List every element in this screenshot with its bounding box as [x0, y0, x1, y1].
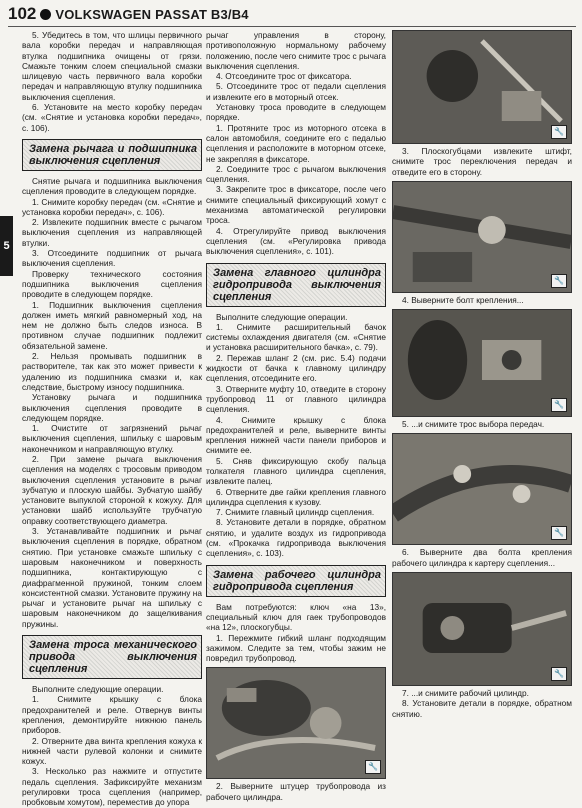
photo-step-4 — [392, 181, 572, 293]
paragraph: 6. Отверните две гайки крепления главного цилиндра сцепления к кузову. — [206, 486, 386, 507]
section-heading-lever-bearing — [22, 139, 202, 171]
photo-step-7 — [392, 572, 572, 686]
section-heading-cable-drive — [22, 635, 202, 679]
paragraph: 3. Закрепите трос в фиксаторе, после чего снимите специальный фиксирующий хомут с механизма автоматической регулировки троса. — [206, 184, 386, 226]
section-heading-slave-cylinder — [206, 565, 386, 597]
paragraph: Выполните следующие операции. — [216, 311, 348, 322]
book-title: VOLKSWAGEN PASSAT B3/B4 — [55, 6, 249, 22]
photo-caption: 3. Плоскогубцами извлеките штифт, снимите трос переключения передач и отведите его в сторону. — [392, 146, 572, 177]
page-header — [8, 4, 249, 24]
paragraph: 1. Подшипник выключения сцепления должен иметь мягкий равномерный ход, на нем не должно быть следов износа. В противном случае подшипник подлежит обязательной замене. — [22, 299, 202, 351]
wrench-icon: 🔧 — [551, 274, 567, 288]
column-1 — [22, 30, 202, 808]
paragraph: 2. Соедините трос с рычагом выключения сцепления. — [206, 163, 386, 185]
paragraph: 1. Протяните трос из моторного отсека в салон автомобиля, соедините его с педалью сцепления и расположите в моторном отсеке, не закрепляя в фиксаторе. — [206, 122, 386, 164]
paragraph: Вам потребуются: ключ «на 13», специальный ключ для гаек трубопроводов «на 12», плоскогубцы. — [206, 601, 386, 633]
paragraph: 3. Устанавливайте подшипник и рычаг выключения сцепления в порядке, обратном снятию. При установке смажьте шпильку с шаровым наконечником и поверхность подшипника, контактирующую с диафрагменной пружиной, тонким слоем консистентной смазки. Установите пружину на рычаг и установите рычаг на шпильку с шаровым наконечником до защелкивания пружины. — [22, 526, 202, 629]
paragraph: 1. Снимите крышку с блока предохранителей и реле. Отвернув винты крепления, демонтируйте нижнюю панель приборов. — [22, 694, 202, 736]
page-number: 102 — [8, 4, 37, 23]
photo-pipe-fitting — [206, 667, 386, 779]
section-title: Замена главного цилиндра гидропривода выключения сцепления — [213, 266, 381, 303]
wrench-icon: 🔧 — [551, 125, 567, 139]
paragraph: 3. Отсоедините подшипник от рычага выключения сцепления. — [22, 248, 202, 269]
wrench-icon: 🔧 — [551, 526, 567, 540]
paragraph: 2. Извлеките подшипник вместе с рычагом выключения сцепления из направляющей втулки. — [22, 217, 202, 248]
paragraph: 8. Установите детали в порядке, обратном снятию, и удалите воздух из гидропривода (см. «Прокачка гидропривода выключения сцепления», с. 103). — [206, 517, 386, 559]
section-title: Замена рабочего цилиндра гидропривода сцепления — [213, 568, 381, 593]
paragraph: 1. Пережмите гибкий шланг подходящим зажимом. Следите за тем, чтобы зажим не повредил трубопровод. — [206, 632, 386, 664]
paragraph: 6. Установите на место коробку передач (см. «Снятие и установка коробки передач», с. 106). — [22, 102, 202, 133]
photo-caption: 6. Выверните два болта крепления рабочего цилиндра к картеру сцепления... — [392, 547, 572, 568]
paragraph: 2. Пережав шланг 2 (см. рис. 5.4) подачи жидкости от бачка к главному цилиндру сцепления, отсоедините его. — [206, 352, 386, 384]
section-title: Замена троса механического привода выключения сцепления — [29, 639, 197, 676]
paragraph: 4. Отрегулируйте привод выключения сцепления (см. «Регулировка привода выключения сцепления», с. 101). — [206, 225, 386, 257]
paragraph: 2. Отверните два винта крепления кожуха к нижней части рулевой колонки и снимите кожух. — [22, 735, 202, 767]
paragraph: 5. Сняв фиксирующую скобу пальца толкателя главного цилиндра сцепления, извлеките палец. — [206, 455, 386, 487]
section-title: Замена рычага и подшипника выключения сцепления — [29, 142, 197, 167]
paragraph: Установку троса проводите в следующем порядке. — [206, 102, 386, 123]
bullet-dot-icon — [40, 9, 51, 20]
paragraph: 1. Очистите от загрязнений рычаг выключения сцепления, шпильку с шаровым наконечником и направляющую втулку. — [22, 423, 202, 454]
paragraph: 3. Отверните муфту 10, отведите в сторону трубопровод 11 от главного цилиндра сцепления. — [206, 383, 386, 415]
paragraph: 2. Нельзя промывать подшипник в растворителе, так как это может привести к удалению из подшипника смазки и, как следствие, быстрому износу подшипника. — [22, 351, 202, 392]
wrench-icon: 🔧 — [365, 760, 381, 774]
paragraph: Проверку технического состояния подшипника выключения сцепления проводите в следующем порядке. — [22, 268, 202, 300]
section-heading-master-cylinder — [206, 263, 386, 307]
paragraph: 5. Отсоедините трос от педали сцепления и извлеките его в моторный отсек. — [206, 81, 386, 102]
paragraph: 2. При замене рычага выключения сцепления на моделях с тросовым приводом выключения сцепления установите в рычаг зубчатую и плоскую шайбы. Зубчатую шайбу установите выпуклой стороной к кожуху. Для установки шайб используйте трубчатую оправку соответствующего диаметра. — [22, 453, 202, 526]
chapter-tab: 5 — [0, 216, 13, 276]
photo-caption: 8. Установите детали в порядке, обратном снятию. — [392, 698, 572, 719]
wrench-icon: 🔧 — [551, 398, 567, 412]
paragraph: Выполните следующие операции. — [32, 684, 164, 695]
photo-caption: 7. ...и снимите рабочий цилиндр. — [402, 688, 529, 699]
column-3 — [392, 30, 572, 723]
paragraph: рычаг управления в сторону, противоположную нормальному рабочему положению, после чего снимите трос с рычага выключения сцепления. — [206, 30, 386, 71]
photo-step-5 — [392, 309, 572, 417]
photo-step-3 — [392, 30, 572, 144]
paragraph: 7. Снимите главный цилиндр сцепления. — [216, 507, 375, 518]
paragraph: 3. Несколько раз нажмите и отпустите педаль сцепления. Зафиксируйте механизм регулировки троса сцепления (например, пробковым хомутом), переместив до упора — [22, 766, 202, 808]
paragraph: 4. Отсоедините трос от фиксатора. — [216, 71, 352, 82]
paragraph: 1. Снимите коробку передач (см. «Снятие и установка коробки передач», с. 106). — [22, 196, 202, 217]
paragraph: 5. Убедитесь в том, что шлицы первичного вала коробки передач и направляющая втулка подшипника очищены от грязи. Смажьте тонким слоем специальной смазки шлицевую часть первичного вала коробки передач и направляющую втулку подшипника выключения сцепления. — [22, 30, 202, 102]
wrench-icon: 🔧 — [551, 667, 567, 681]
column-2 — [206, 30, 386, 806]
header-rule — [8, 26, 576, 27]
paragraph: 4. Снимите крышку с блока предохранителей и реле, выверните винты крепления нижней части панели приборов и снимите ее. — [206, 414, 386, 456]
paragraph: Снятие рычага и подшипника выключения сцепления проводите в следующем порядке. — [22, 175, 202, 197]
photo-caption: 4. Выверните болт крепления... — [402, 294, 524, 305]
photo-step-6 — [392, 433, 572, 545]
photo-caption: 2. Выверните штуцер трубопровода из рабочего цилиндра. — [206, 781, 386, 802]
paragraph: 1. Снимите расширительный бачок системы охлаждения двигателя (см. «Снятие и установка расширительного бачка», с. 79). — [206, 321, 386, 353]
paragraph: Установку рычага и подшипника выключения сцепления проводите в следующем порядке. — [22, 392, 202, 423]
photo-caption: 5. ...и снимите трос выбора передач. — [402, 419, 545, 430]
